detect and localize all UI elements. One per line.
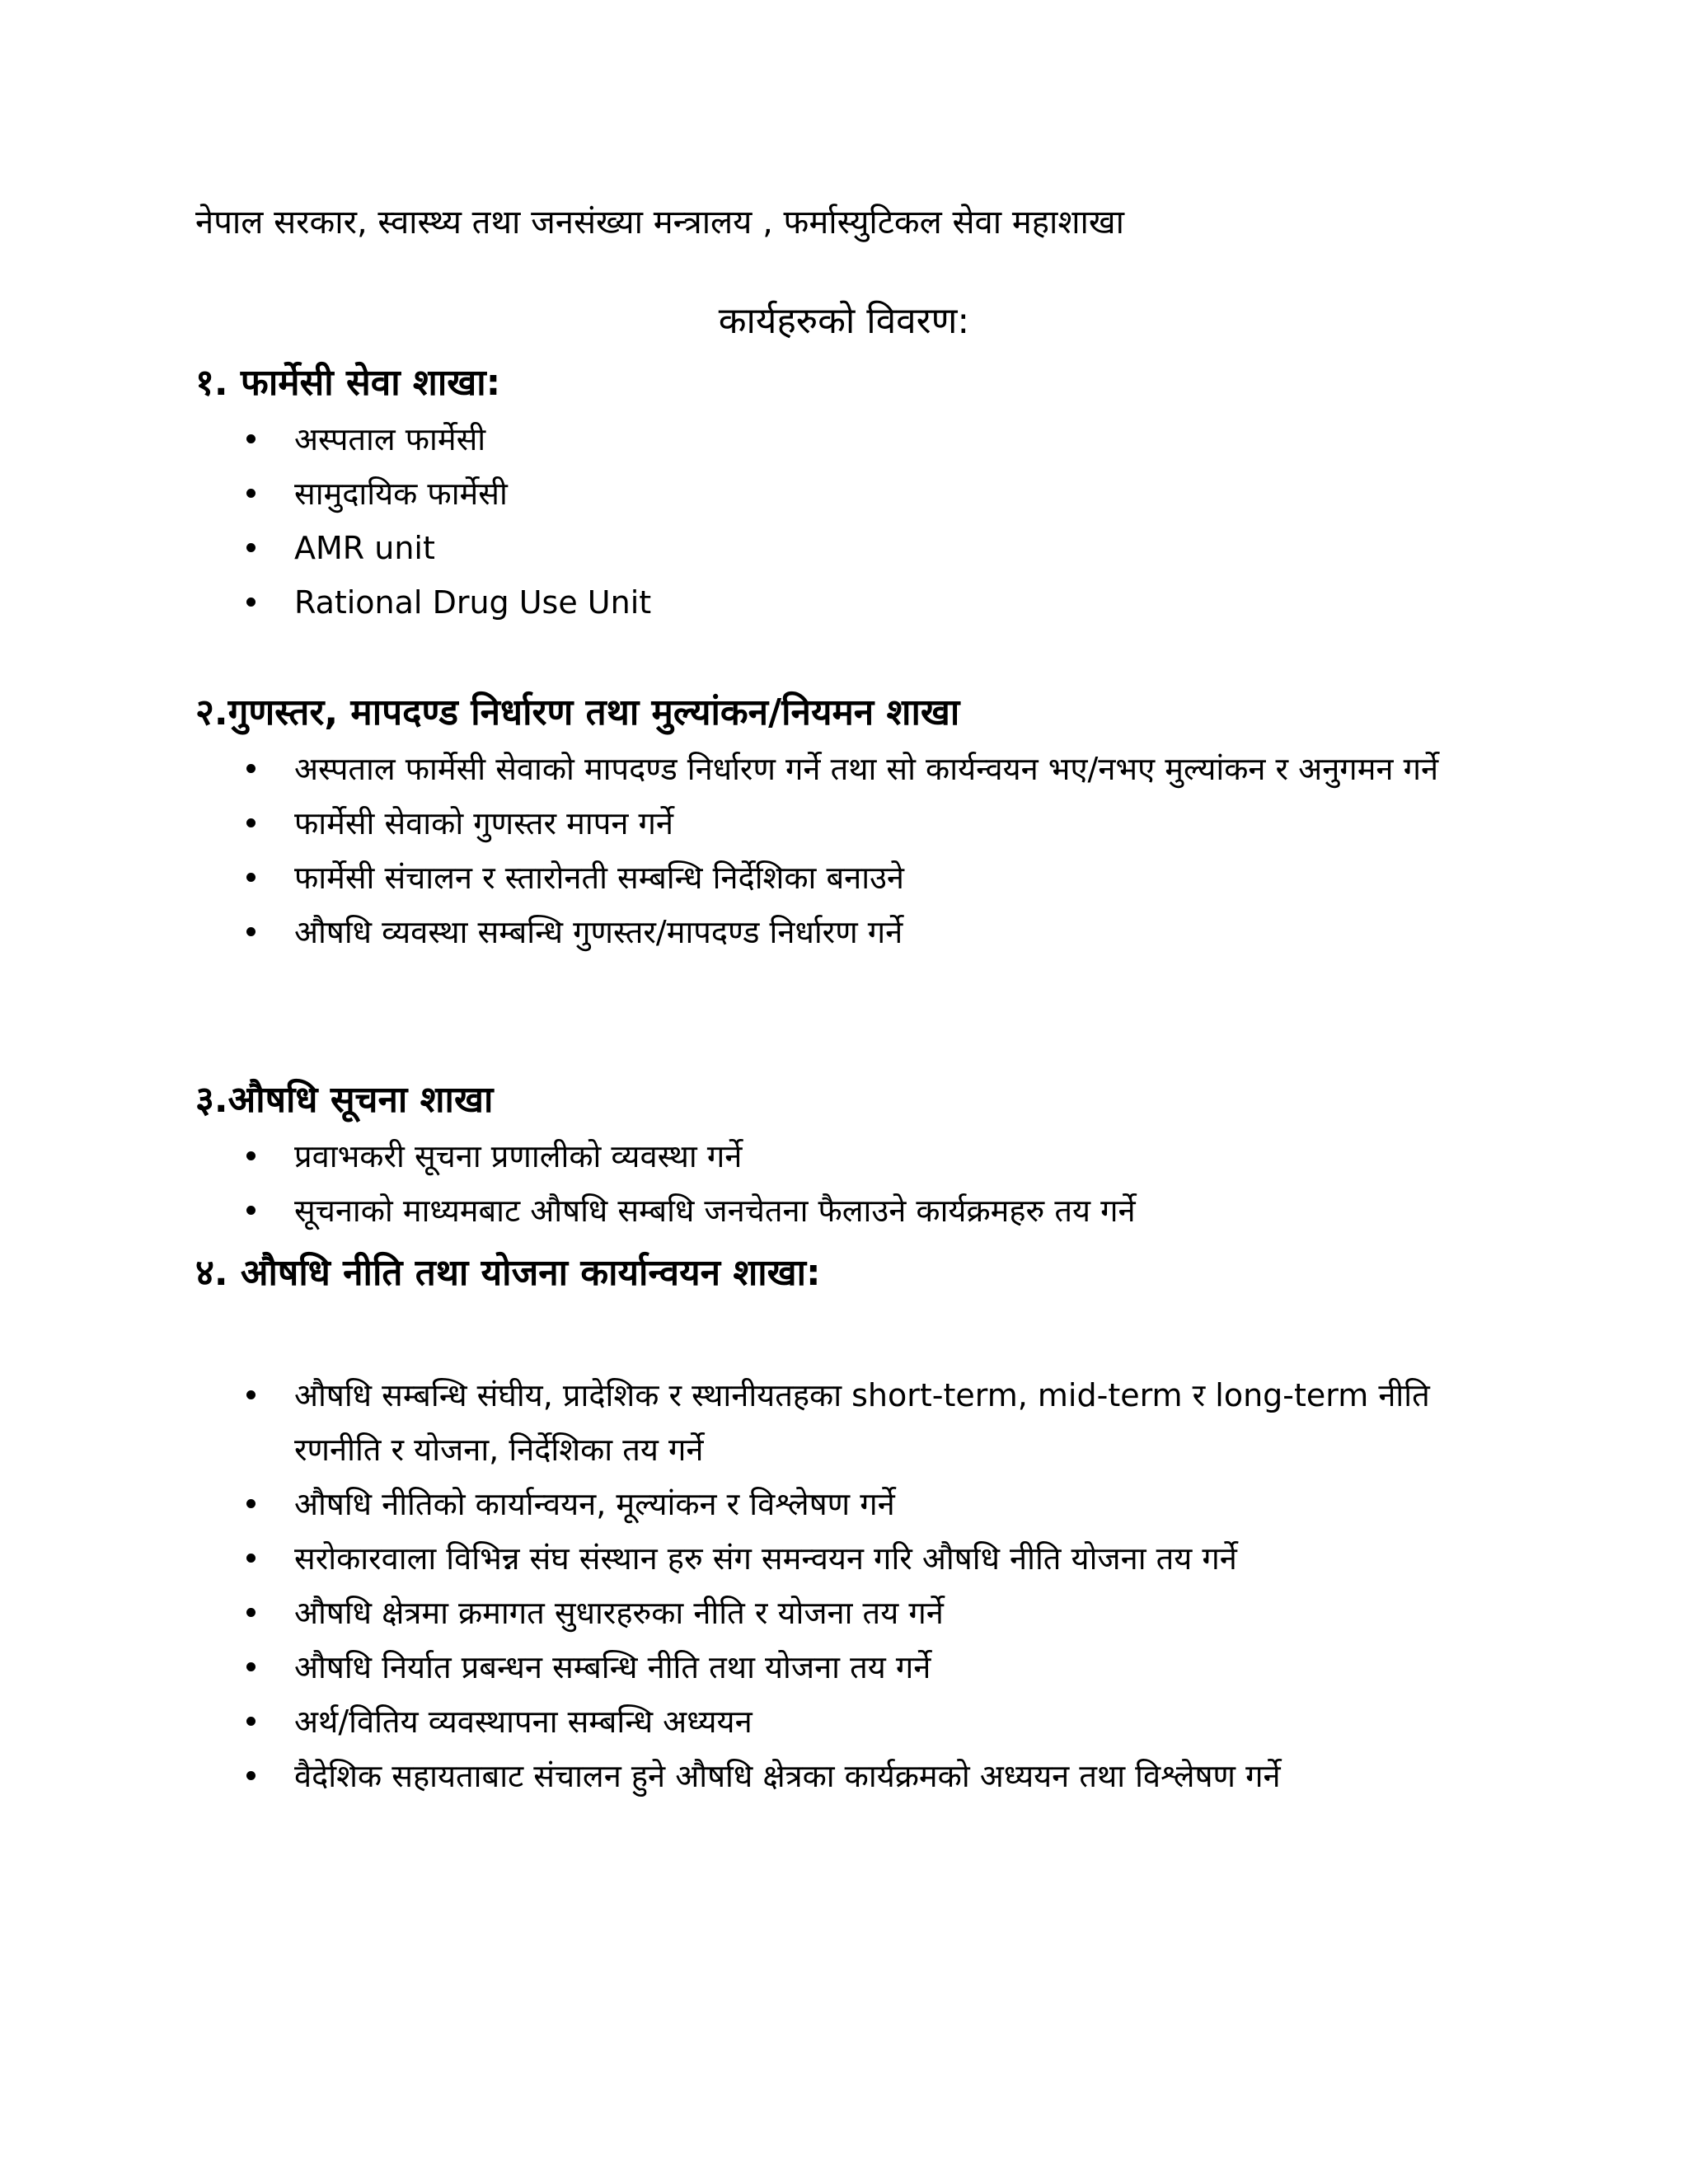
list-item: प्रवाभकरी सूचना प्रणालीको व्यवस्था गर्ने xyxy=(195,1129,1481,1183)
list-item: सरोकारवाला विभिन्न संघ संस्थान हरु संग समन्वयन गरि औषधि नीति योजना तय गर्ने xyxy=(195,1531,1481,1586)
section-heading-drug-policy: ४. औषधि नीति तथा योजना कार्यान्वयन शाखा: xyxy=(195,1252,821,1294)
list-item: औषधि सम्बन्धि संघीय, प्रादेशिक र स्थानीयतहका short-term, mid-term र long-term नीति रणनीति र योजना, निर्देशिका तय गर्ने xyxy=(195,1368,1481,1477)
section-heading-drug-information: ३.औषधि सूचना शाखा xyxy=(195,1079,494,1121)
section-heading-pharmacy-service: १. फार्मेसी सेवा शाखा: xyxy=(195,362,501,404)
list-item: औषधि नीतिको कार्यान्वयन, मूल्यांकन र विश्लेषण गर्ने xyxy=(195,1477,1481,1531)
ministry-header: नेपाल सरकार, स्वास्थ्य तथा जनसंख्या मन्त्रालय , फर्मास्युटिकल सेवा महाशाखा xyxy=(195,204,1124,241)
list-item: अर्थ/वितिय व्यवस्थापना सम्बन्धि अध्ययन xyxy=(195,1694,1481,1749)
list-item: सामुदायिक फार्मेसी xyxy=(195,466,1481,521)
list-item: अस्पताल फार्मेसी सेवाको मापदण्ड निर्धारण गर्ने तथा सो कार्यन्वयन भए/नभए मुल्यांकन र अनुगमन गर्ने xyxy=(195,742,1481,796)
list-item: अस्पताल फार्मेसी xyxy=(195,412,1481,466)
list-item: औषधि व्यवस्था सम्बन्धि गुणस्तर/मापदण्ड निर्धारण गर्ने xyxy=(195,905,1481,959)
list-item: Rational Drug Use Unit xyxy=(195,575,1481,630)
list-item: AMR unit xyxy=(195,521,1481,575)
section-heading-quality-standards: २.गुणस्तर, मापदण्ड निर्धारण तथा मुल्यांकन/नियमन शाखा xyxy=(195,691,960,733)
section-list-pharmacy-service xyxy=(195,412,1481,630)
list-item: वैदेशिक सहायताबाट संचालन हुने औषधि क्षेत्रका कार्यक्रमको अध्ययन तथा विश्लेषण गर्ने xyxy=(195,1749,1481,1803)
section-list-drug-information xyxy=(195,1129,1481,1238)
section-list-drug-policy xyxy=(195,1368,1481,1803)
list-item: फार्मेसी सेवाको गुणस्तर मापन गर्ने xyxy=(195,796,1481,851)
list-item: फार्मेसी संचालन र स्तारोनती सम्बन्धि निर्देशिका बनाउने xyxy=(195,851,1481,905)
list-item: सूचनाको माध्यमबाट औषधि सम्बधि जनचेतना फैलाउने कार्यक्रमहरु तय गर्ने xyxy=(195,1183,1481,1238)
list-item: औषधि क्षेत्रमा क्रमागत सुधारहरुका नीति र योजना तय गर्ने xyxy=(195,1586,1481,1640)
section-list-quality-standards xyxy=(195,742,1481,959)
list-item: औषधि निर्यात प्रबन्धन सम्बन्धि नीति तथा योजना तय गर्ने xyxy=(195,1640,1481,1694)
document-title: कार्यहरुको विवरण: xyxy=(718,300,970,342)
